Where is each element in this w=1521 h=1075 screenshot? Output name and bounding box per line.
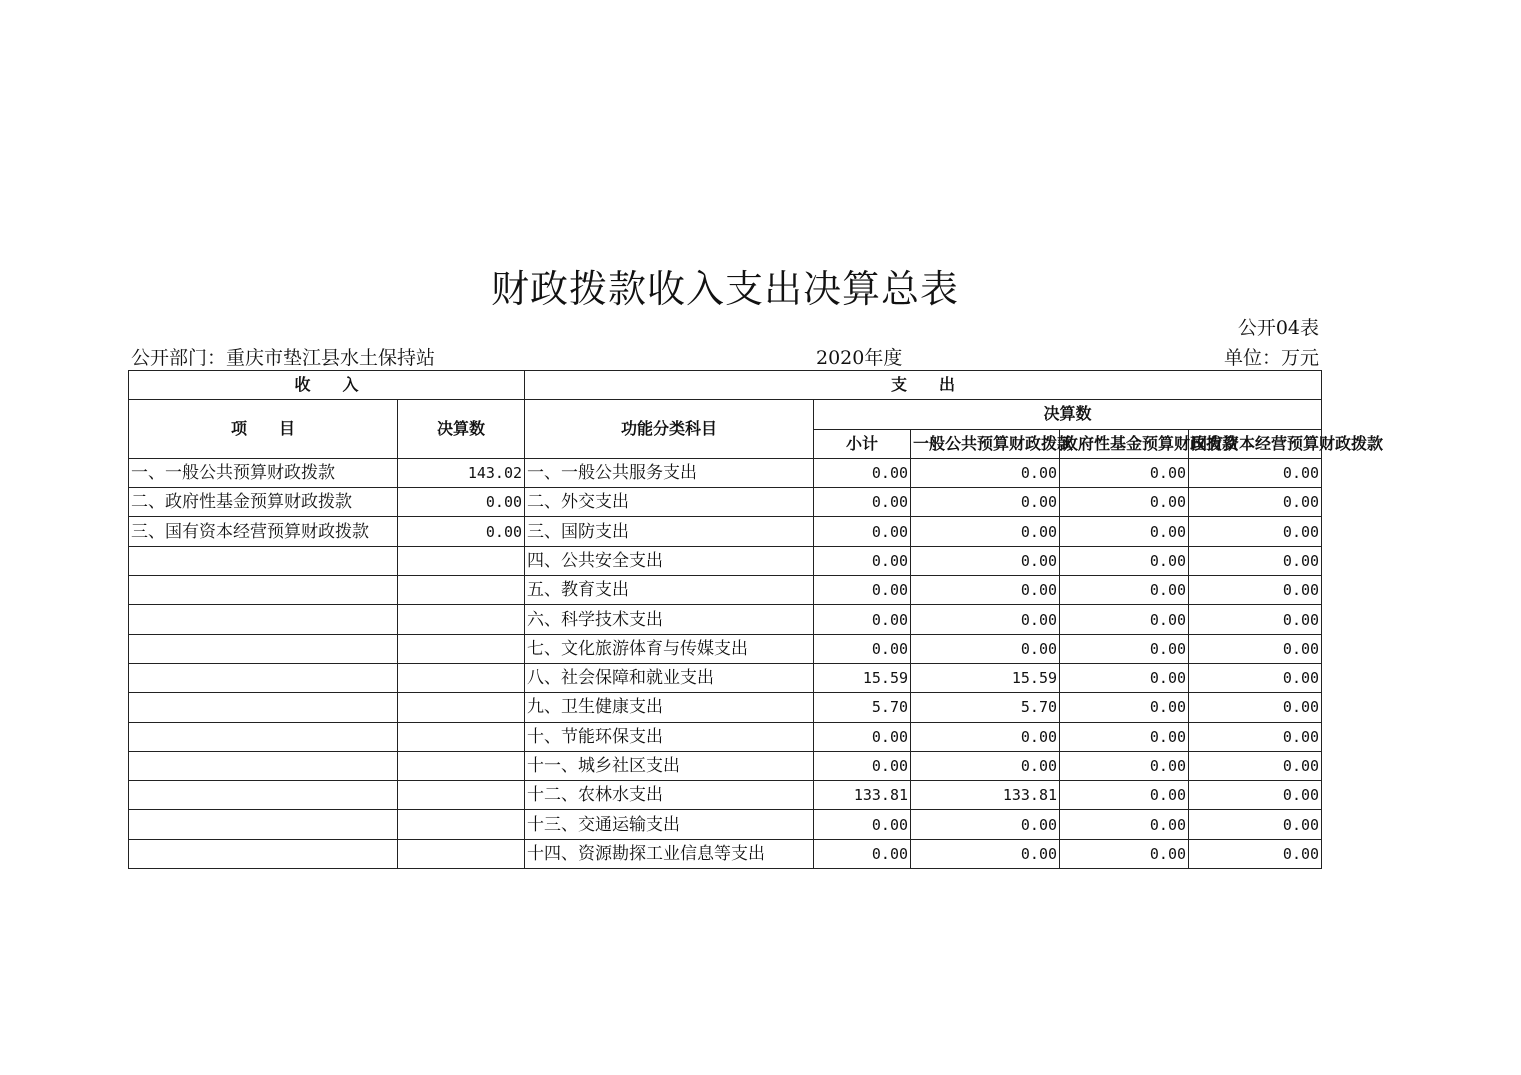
income-item-cell — [129, 605, 398, 634]
income-item-cell — [129, 693, 398, 722]
state-capital-cell: 0.00 — [1189, 839, 1322, 868]
general-budget-cell: 0.00 — [911, 576, 1060, 605]
subtotal-cell: 0.00 — [814, 605, 911, 634]
expense-item-cell: 十一、城乡社区支出 — [525, 751, 814, 780]
general-budget-cell: 0.00 — [911, 488, 1060, 517]
general-budget-cell: 133.81 — [911, 781, 1060, 810]
gov-fund-cell: 0.00 — [1060, 722, 1189, 751]
income-item-cell — [129, 751, 398, 780]
state-capital-cell: 0.00 — [1189, 546, 1322, 575]
income-amount-cell — [398, 693, 525, 722]
table-row — [129, 605, 1322, 634]
budget-table — [128, 370, 1384, 869]
subtotal-cell: 0.00 — [814, 488, 911, 517]
income-section-header: 收 入 — [129, 371, 525, 400]
general-budget-column-header: 一般公共预算财政拨款 — [911, 429, 1060, 458]
gov-fund-cell: 0.00 — [1060, 693, 1189, 722]
state-capital-cell: 0.00 — [1189, 722, 1322, 751]
expense-item-cell: 十三、交通运输支出 — [525, 810, 814, 839]
state-capital-cell: 0.00 — [1189, 634, 1322, 663]
income-amount-cell: 0.00 — [398, 488, 525, 517]
expense-item-cell: 十、节能环保支出 — [525, 722, 814, 751]
income-item-cell — [129, 663, 398, 692]
table-row — [129, 663, 1322, 692]
general-budget-cell: 0.00 — [911, 751, 1060, 780]
income-amount-cell — [398, 634, 525, 663]
expense-item-cell: 七、文化旅游体育与传媒支出 — [525, 634, 814, 663]
income-item-cell — [129, 546, 398, 575]
table-row — [129, 839, 1322, 868]
income-item-cell — [129, 810, 398, 839]
general-budget-cell: 0.00 — [911, 839, 1060, 868]
amount-column-header: 决算数 — [398, 400, 525, 459]
gov-fund-cell: 0.00 — [1060, 546, 1189, 575]
form-number: 公开04表 — [1237, 317, 1319, 339]
expense-item-cell: 九、卫生健康支出 — [525, 693, 814, 722]
general-budget-cell: 0.00 — [911, 810, 1060, 839]
subtotal-cell: 0.00 — [814, 634, 911, 663]
general-budget-cell: 0.00 — [911, 458, 1060, 487]
gov-fund-cell: 0.00 — [1060, 781, 1189, 810]
table-body — [129, 458, 1322, 868]
state-capital-cell: 0.00 — [1189, 663, 1322, 692]
table-row — [129, 488, 1322, 517]
general-budget-cell: 0.00 — [911, 517, 1060, 546]
subtotal-cell: 0.00 — [814, 839, 911, 868]
gov-fund-cell: 0.00 — [1060, 810, 1189, 839]
income-amount-cell — [398, 605, 525, 634]
unit-label: 单位：万元 — [1223, 347, 1319, 369]
income-amount-cell — [398, 722, 525, 751]
state-capital-cell: 0.00 — [1189, 517, 1322, 546]
table-row — [129, 458, 1322, 487]
state-capital-cell: 0.00 — [1189, 751, 1322, 780]
state-capital-cell: 0.00 — [1189, 781, 1322, 810]
general-budget-cell: 0.00 — [911, 634, 1060, 663]
gov-fund-cell: 0.00 — [1060, 663, 1189, 692]
income-amount-cell: 143.02 — [398, 458, 525, 487]
subtotal-cell: 0.00 — [814, 517, 911, 546]
expense-item-cell: 二、外交支出 — [525, 488, 814, 517]
expense-item-cell: 四、公共安全支出 — [525, 546, 814, 575]
table-row — [129, 722, 1322, 751]
income-item-cell — [129, 781, 398, 810]
income-amount-cell — [398, 839, 525, 868]
general-budget-cell: 5.70 — [911, 693, 1060, 722]
function-category-column-header: 功能分类科目 — [525, 400, 814, 459]
subtotal-cell: 0.00 — [814, 576, 911, 605]
gov-fund-cell: 0.00 — [1060, 751, 1189, 780]
subtotal-cell: 5.70 — [814, 693, 911, 722]
state-capital-cell: 0.00 — [1189, 810, 1322, 839]
income-item-cell — [129, 634, 398, 663]
subtotal-cell: 0.00 — [814, 722, 911, 751]
gov-fund-column-header: 政府性基金预算财政拨款 — [1060, 429, 1189, 458]
table-row — [129, 517, 1322, 546]
state-capital-cell: 0.00 — [1189, 693, 1322, 722]
state-capital-column-header: 国有资本经营预算财政拨款 — [1189, 429, 1322, 458]
expense-section-header: 支 出 — [525, 371, 1322, 400]
table-row — [129, 810, 1322, 839]
department-label: 公开部门：重庆市垫江县水土保持站 — [131, 347, 436, 369]
income-amount-cell: 0.00 — [398, 517, 525, 546]
expense-item-cell: 六、科学技术支出 — [525, 605, 814, 634]
final-amount-group-header: 决算数 — [814, 400, 1322, 429]
income-amount-cell — [398, 546, 525, 575]
income-item-cell: 二、政府性基金预算财政拨款 — [129, 488, 398, 517]
general-budget-cell: 15.59 — [911, 663, 1060, 692]
state-capital-cell: 0.00 — [1189, 458, 1322, 487]
fiscal-year-label: 2020年度 — [816, 347, 903, 369]
expense-item-cell: 十二、农林水支出 — [525, 781, 814, 810]
expense-item-cell: 八、社会保障和就业支出 — [525, 663, 814, 692]
gov-fund-cell: 0.00 — [1060, 517, 1189, 546]
item-column-header: 项 目 — [129, 400, 398, 459]
state-capital-cell: 0.00 — [1189, 576, 1322, 605]
expense-item-cell: 三、国防支出 — [525, 517, 814, 546]
income-item-cell: 三、国有资本经营预算财政拨款 — [129, 517, 398, 546]
table-row — [129, 751, 1322, 780]
general-budget-cell: 0.00 — [911, 546, 1060, 575]
gov-fund-cell: 0.00 — [1060, 605, 1189, 634]
gov-fund-cell: 0.00 — [1060, 634, 1189, 663]
income-item-cell — [129, 839, 398, 868]
table-row — [129, 634, 1322, 663]
gov-fund-cell: 0.00 — [1060, 458, 1189, 487]
subtotal-cell: 0.00 — [814, 751, 911, 780]
expense-item-cell: 十四、资源勘探工业信息等支出 — [525, 839, 814, 868]
subtotal-column-header: 小计 — [814, 429, 911, 458]
income-amount-cell — [398, 781, 525, 810]
state-capital-cell: 0.00 — [1189, 488, 1322, 517]
expense-item-cell: 五、教育支出 — [525, 576, 814, 605]
gov-fund-cell: 0.00 — [1060, 576, 1189, 605]
income-amount-cell — [398, 810, 525, 839]
income-item-cell — [129, 576, 398, 605]
income-amount-cell — [398, 663, 525, 692]
subtotal-cell: 15.59 — [814, 663, 911, 692]
general-budget-cell: 0.00 — [911, 605, 1060, 634]
subtotal-cell: 0.00 — [814, 810, 911, 839]
state-capital-cell: 0.00 — [1189, 605, 1322, 634]
table-row — [129, 576, 1322, 605]
table-row — [129, 781, 1322, 810]
income-amount-cell — [398, 751, 525, 780]
table-row — [129, 693, 1322, 722]
subtotal-cell: 133.81 — [814, 781, 911, 810]
gov-fund-cell: 0.00 — [1060, 488, 1189, 517]
income-item-cell — [129, 722, 398, 751]
expense-item-cell: 一、一般公共服务支出 — [525, 458, 814, 487]
table-row — [129, 546, 1322, 575]
subtotal-cell: 0.00 — [814, 546, 911, 575]
subtotal-cell: 0.00 — [814, 458, 911, 487]
general-budget-cell: 0.00 — [911, 722, 1060, 751]
income-amount-cell — [398, 576, 525, 605]
page-title: 财政拨款收入支出决算总表 — [490, 267, 959, 311]
income-item-cell: 一、一般公共预算财政拨款 — [129, 458, 398, 487]
gov-fund-cell: 0.00 — [1060, 839, 1189, 868]
